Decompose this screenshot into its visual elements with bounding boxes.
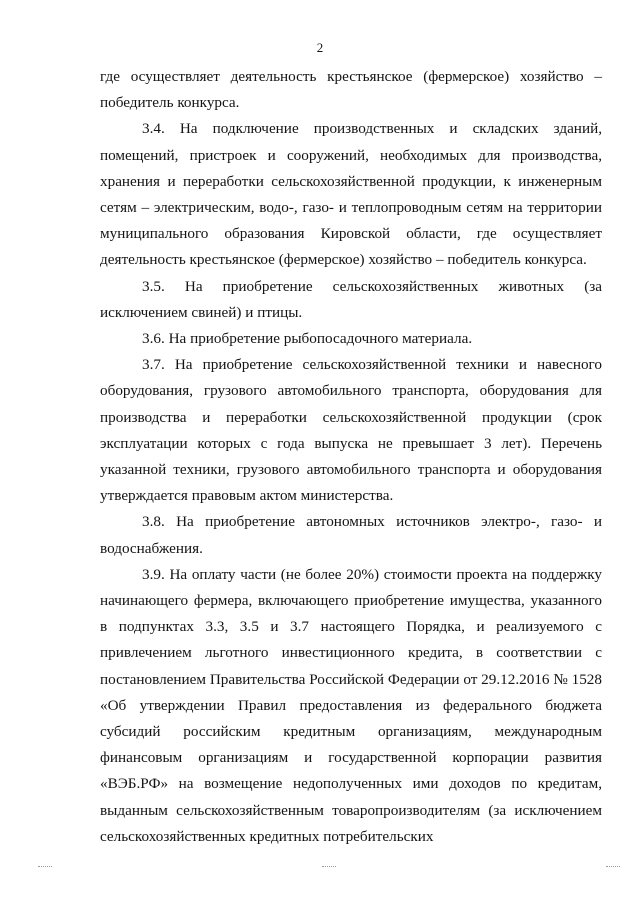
scan-artifact-mark: [322, 866, 336, 869]
paragraph-item-3-6: 3.6. На приобретение рыбопосадочного материала.: [142, 330, 473, 348]
scan-artifact-mark: [606, 866, 620, 869]
page-number: 2: [316, 40, 324, 55]
scan-artifact-mark: [38, 866, 52, 869]
paragraph-item-3-8: 3.8. На приобретение автономных источников электро-, газо- и водоснабжения.: [100, 513, 602, 557]
paragraph-item-3-7: 3.7. На приобретение сельскохозяйственной техники и навесного оборудования, грузового автомобильного транспорта, оборудования для производства и переработки сельскохозяйственной продукции (срок эксплуатации которых с года выпуска не превышает 3 лет). Перечень указанной техники, грузового автомобильного транспорта и оборудования утверждается правовым актом министерства.: [100, 356, 602, 505]
paragraph-continuation: где осуществляет деятельность крестьянское (фермерское) хозяйство – победитель конкурса.: [100, 68, 602, 112]
paragraph-item-3-4: 3.4. На подключение производственных и складских зданий, помещений, пристроек и сооружений, необходимых для производства, хранения и переработки сельскохозяйственной продукции, к инженерным сетям – электрическим, водо-, газо- и теплопроводным сетям на территории муниципального образования Кировской области, где осуществляет деятельность крестьянское (фермерское) хозяйство – победитель конкурса.: [100, 120, 602, 269]
paragraph-item-3-5: 3.5. На приобретение сельскохозяйственных животных (за исключением свиней) и птицы.: [100, 277, 602, 321]
document-body: [100, 64, 602, 850]
paragraph-item-3-9: 3.9. На оплату части (не более 20%) стоимости проекта на поддержку начинающего фермера, включающего приобретение имущества, указанного в подпунктах 3.3, 3.5 и 3.7 настоящего Порядка, и реализуемого с привлечением льготного инвестиционного кредита, в соответствии с постановлением Правительства Российской Федерации от 29.12.2016 № 1528 «Об утверждении Правил предоставления из федерального бюджета субсидий российским кредитным организациям, международным финансовым организациям и государственной корпорации развития «ВЭБ.РФ» на возмещение недополученных ими доходов по кредитам, выданным сельскохозяйственным товаропроизводителям (за исключением сельскохозяйственных кредитных потребительских: [100, 565, 602, 845]
